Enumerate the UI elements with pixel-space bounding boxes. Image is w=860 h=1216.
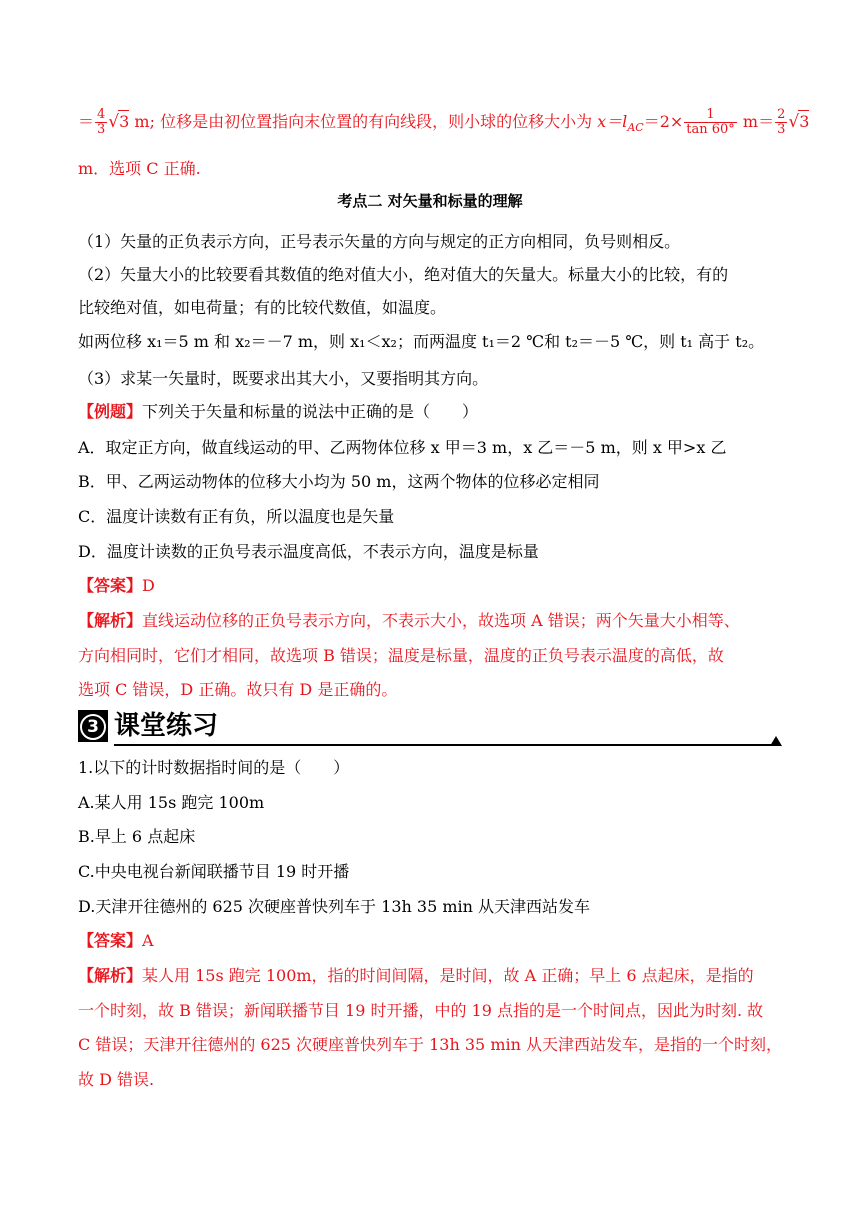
paragraph-3: 如两位移 x₁＝5 m 和 x₂＝－7 m，则 x₁＜x₂；而两温度 t₁＝2 ℃和 t₂＝－5 ℃，则 t₁ 高于 t₂。 [78,332,765,351]
triangle-icon [770,736,782,746]
solution-continuation-line1: ＝ $\frac{4}{3}$ √3 m; 位移是由初位置指向末位置的有向线段，则小球的位移大小为 $x=l_{AC}=2\times$ $\frac{1}{\tan 60^\circ}$ m＝ $\frac{2}{3}$ √3 [78,107,810,137]
practice-option-c: C.中央电视台新闻联播节目 19 时开播 [78,862,350,881]
fraction-4-3: $\frac{4}{3}$ [97,107,106,137]
option-c: C．温度计读数有正有负，所以温度也是矢量 [78,507,395,526]
paragraph-2b: 比较绝对值，如电荷量；有的比较代数值，如温度。 [78,298,447,317]
paragraph-1: （1）矢量的正负表示方向，正号表示矢量的方向与规定的正方向相同，负号则相反。 [78,232,681,251]
example-analysis-3: 选项 C 错误，D 正确。故只有 D 是正确的。 [78,680,398,699]
sqrt-3: 3 [119,112,130,131]
example-answer: 【答案】D [78,576,155,595]
example-analysis-2: 方向相同时，它们才相同，故选项 B 错误；温度是标量，温度的正负号表示温度的高低，故 [78,646,724,665]
paragraph-4: （3）求某一矢量时，既要求出其大小，又要指明其方向。 [78,369,489,388]
example-tag: 【例题】 [78,402,143,421]
practice-banner [78,706,782,746]
solution-continuation-line2: m．选项 C 正确. [78,159,201,178]
x-equals: x＝l [597,112,628,131]
displacement-text: m; 位移是由初位置指向末位置的有向线段，则小球的位移大小为 [129,112,598,131]
option-b: B．甲、乙两运动物体的位移大小均为 50 m，这两个物体的位移必定相同 [78,472,600,491]
practice-option-a: A.某人用 15s 跑完 100m [78,793,265,812]
section-title: 考点二 对矢量和标量的理解 [337,192,523,210]
practice-option-d: D.天津开往德州的 625 次硬座普快列车于 13h 35 min 从天津西站发车 [78,897,591,916]
practice-question: 1.以下的计时数据指时间的是（ ） [78,758,350,777]
practice-option-b: B.早上 6 点起床 [78,827,196,846]
practice-analysis-1: 【解析】某人用 15s 跑完 100m，指的时间间隔，是时间，故 A 正确；早上 6 点起床，是指的 [78,966,754,985]
paragraph-2a: （2）矢量大小的比较要看其数值的绝对值大小，绝对值大的矢量大。标量大小的比较，有的 [78,265,729,284]
practice-analysis-2: 一个时刻，故 B 错误；新闻联播节目 19 时开播，中的 19 点指的是一个时间点，因此为时刻. 故 [78,1001,764,1020]
section-number-badge: 3 [78,710,108,742]
fraction-2-3: $\frac{2}{3}$ [777,107,786,137]
sqrt-3-b: 3 [799,112,810,131]
banner-title: 课堂练习 [114,711,219,741]
practice-analysis-4: 故 D 错误. [78,1070,155,1089]
option-d: D．温度计读数的正负号表示温度高低，不表示方向，温度是标量 [78,542,539,561]
practice-analysis-3: C 错误；天津开往德州的 625 次硬座普快列车于 13h 35 min 从天津西站发车，是指的一个时刻， [78,1035,783,1054]
example-question: 【例题】下列关于矢量和标量的说法中正确的是（ ） [78,402,479,421]
practice-answer: 【答案】A [78,931,154,950]
fraction-tan60: $\frac{1}{\tan 60^\circ}$ [686,107,735,137]
example-analysis-1: 【解析】直线运动位移的正负号表示方向，不表示大小，故选项 A 错误；两个矢量大小相等、 [78,611,740,630]
banner-rule [114,744,774,746]
option-a: A．取定正方向，做直线运动的甲、乙两物体位移 x 甲＝3 m，x 乙＝－5 m，则 x 甲>x 乙 [78,438,727,457]
equals-sign: ＝ [78,112,95,131]
